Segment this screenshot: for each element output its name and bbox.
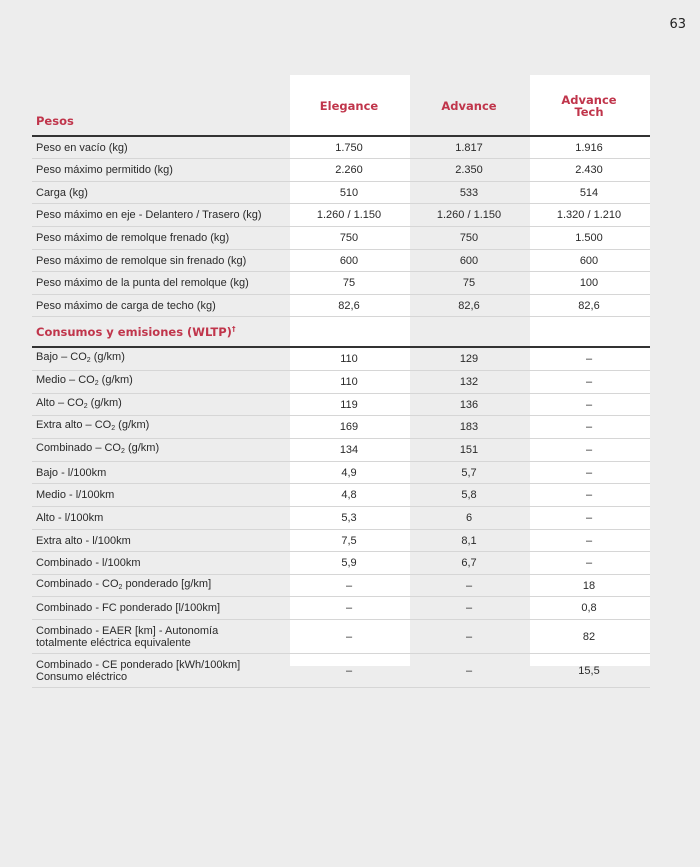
- table-row: [32, 394, 650, 416]
- label-text: Bajo – CO: [36, 351, 87, 363]
- label-subscript: 2: [118, 583, 123, 591]
- row-label: [32, 397, 289, 413]
- cell-advance: 82,6: [458, 299, 480, 312]
- row-label: [32, 351, 289, 367]
- table-row: [32, 250, 650, 272]
- cell-advance-tech: –: [585, 512, 593, 524]
- row-label: Peso máximo de carga de techo (kg): [36, 299, 216, 312]
- cell-advance-tech: –: [585, 421, 593, 433]
- cell-advance-tech: –: [585, 444, 593, 456]
- row-label: Combinado - CE ponderado [kWh/100km] Consumo eléctrico: [36, 658, 241, 683]
- table-row: [32, 507, 650, 530]
- section-header-consumos: [32, 317, 650, 348]
- column-header-elegance: Elegance: [319, 99, 379, 113]
- cell-elegance: 75: [342, 277, 356, 289]
- row-label: Combinado - FC ponderado [l/100km]: [36, 602, 221, 614]
- table-row: [32, 552, 650, 575]
- label-subscript: 2: [86, 357, 91, 364]
- row-label: Peso máximo en eje - Delantero / Trasero (kg): [36, 209, 262, 221]
- cell-advance-tech: 100: [579, 277, 599, 289]
- table-row: [32, 204, 650, 227]
- cell-elegance: –: [345, 602, 353, 614]
- footnote-mark: †: [231, 324, 236, 333]
- label-subscript: 2: [111, 425, 116, 432]
- section-title-pesos: Pesos: [36, 114, 74, 128]
- cell-advance: –: [465, 630, 473, 643]
- cell-advance-tech: 1.500: [575, 232, 603, 244]
- row-label: [32, 419, 289, 435]
- row-label: Peso máximo de remolque frenado (kg): [36, 232, 230, 244]
- cell-advance: 533: [459, 186, 479, 199]
- row-label: Bajo - l/100km: [36, 466, 107, 479]
- cell-advance-tech: –: [585, 534, 593, 547]
- column-header-advance-tech: Advance Tech: [561, 93, 617, 119]
- cell-elegance: 1.260 / 1.150: [316, 209, 382, 221]
- table-row: [32, 439, 650, 462]
- table-row: [32, 227, 650, 250]
- label-text: Combinado - CO: [36, 577, 119, 590]
- cell-elegance: 110: [340, 353, 358, 365]
- cell-elegance: 119: [340, 398, 358, 411]
- table-row: [32, 159, 650, 182]
- cell-elegance: –: [345, 630, 353, 643]
- table-row: [32, 348, 650, 371]
- cell-advance-tech: 600: [579, 254, 599, 267]
- cell-advance-tech: –: [585, 398, 593, 411]
- cell-advance-tech: –: [585, 557, 593, 569]
- cell-advance: 8,1: [461, 534, 477, 547]
- cell-elegance: 4,8: [341, 489, 357, 501]
- cell-advance-tech: 0,8: [581, 602, 597, 614]
- cell-elegance: 5,9: [341, 557, 357, 569]
- cell-advance: –: [465, 602, 473, 614]
- table-row: [32, 620, 650, 654]
- row-label: Combinado - l/100km: [36, 557, 141, 569]
- label-text: Medio – CO: [36, 374, 95, 386]
- cell-advance: 129: [459, 353, 479, 365]
- cell-elegance: 2.260: [335, 164, 363, 176]
- cell-advance: 183: [459, 421, 479, 433]
- row-label: [32, 578, 289, 594]
- cell-advance-tech: 2.430: [575, 164, 603, 176]
- cell-elegance: –: [345, 579, 353, 592]
- cell-advance: 600: [459, 254, 479, 267]
- cell-elegance: 110: [340, 376, 358, 388]
- cell-elegance: 5,3: [341, 512, 357, 524]
- table-row: [32, 182, 650, 204]
- cell-advance-tech: 514: [579, 186, 599, 199]
- table-row: [32, 484, 650, 507]
- cell-advance: 750: [459, 232, 479, 244]
- row-label: [32, 374, 289, 390]
- cell-advance: 5,7: [461, 466, 477, 479]
- section-title-consumos: [32, 325, 235, 339]
- column-header-advance: Advance: [441, 99, 497, 113]
- page-number: 63: [669, 17, 686, 32]
- cell-advance: 2.350: [455, 164, 483, 176]
- row-label: Combinado - EAER [km] - Autonomía totalmente eléctrica equivalente: [36, 624, 219, 649]
- label-text: (g/km): [124, 442, 160, 454]
- table-row: [32, 137, 650, 159]
- table-row: [32, 416, 650, 439]
- cell-elegance: 510: [339, 186, 359, 199]
- table-header: [32, 75, 650, 137]
- table-row: [32, 295, 650, 317]
- label-text: Extra alto – CO: [36, 419, 112, 431]
- cell-advance: 6: [465, 512, 473, 524]
- cell-advance: 75: [462, 277, 476, 289]
- table-row: [32, 462, 650, 484]
- cell-advance-tech: –: [585, 466, 593, 479]
- label-subscript: 2: [94, 380, 99, 387]
- label-subscript: 2: [83, 402, 88, 410]
- cell-elegance: 600: [339, 254, 359, 267]
- cell-elegance: 7,5: [341, 534, 357, 547]
- cell-advance-tech: –: [585, 376, 593, 388]
- cell-elegance: –: [345, 664, 353, 677]
- cell-elegance: 4,9: [341, 466, 357, 479]
- cell-advance-tech: 18: [582, 579, 596, 592]
- cell-advance-tech: 82,6: [578, 299, 600, 312]
- label-text: ponderado [g/km]: [122, 577, 212, 590]
- label-subscript: 2: [121, 448, 125, 455]
- section-title-text: Consumos y emisiones (WLTP): [36, 324, 232, 339]
- row-label: Peso máximo de remolque sin frenado (kg): [36, 254, 247, 267]
- cell-advance: 132: [459, 376, 479, 388]
- cell-advance-tech: 1.320 / 1.210: [556, 209, 622, 221]
- cell-advance: 151: [459, 444, 479, 456]
- cell-advance: –: [465, 664, 473, 677]
- cell-advance: 1.260 / 1.150: [436, 209, 502, 221]
- row-label: Medio - l/100km: [36, 489, 115, 501]
- cell-elegance: 82,6: [338, 299, 360, 312]
- cell-advance: 6,7: [461, 557, 477, 569]
- row-label: Carga (kg): [36, 186, 88, 199]
- label-text: Alto – CO: [36, 396, 84, 409]
- cell-advance-tech: 1.916: [575, 141, 603, 154]
- cell-elegance: 134: [339, 444, 359, 456]
- table-row: [32, 575, 650, 597]
- table-row: [32, 654, 650, 688]
- spec-table: [32, 75, 650, 688]
- cell-advance: –: [465, 579, 473, 592]
- cell-advance-tech: –: [585, 353, 593, 365]
- section-consumos-rows: [32, 348, 650, 688]
- cell-advance: 1.817: [455, 141, 483, 154]
- cell-elegance: 1.750: [335, 141, 363, 154]
- table-row: [32, 371, 650, 394]
- row-label: [32, 442, 289, 458]
- table-row: [32, 597, 650, 620]
- cell-advance-tech: 15,5: [578, 664, 600, 677]
- row-label: Alto - l/100km: [36, 512, 104, 524]
- cell-elegance: 750: [339, 232, 359, 244]
- row-label: Peso en vacío (kg): [36, 141, 128, 154]
- cell-elegance: 169: [339, 421, 359, 433]
- row-label: Peso máximo de la punta del remolque (kg): [36, 277, 249, 289]
- row-label: Peso máximo permitido (kg): [36, 164, 173, 176]
- label-text: (g/km): [90, 351, 125, 363]
- label-text: (g/km): [115, 419, 150, 431]
- row-label: Extra alto - l/100km: [36, 534, 131, 547]
- section-pesos-rows: [32, 137, 650, 317]
- cell-advance: 136: [459, 398, 479, 411]
- cell-advance-tech: 82: [582, 630, 596, 643]
- table-row: [32, 530, 650, 552]
- cell-advance: 5,8: [461, 489, 477, 501]
- label-text: Combinado – CO: [36, 442, 121, 454]
- table-row: [32, 272, 650, 295]
- label-text: (g/km): [87, 396, 122, 409]
- cell-advance-tech: –: [585, 489, 593, 501]
- label-text: (g/km): [98, 374, 133, 386]
